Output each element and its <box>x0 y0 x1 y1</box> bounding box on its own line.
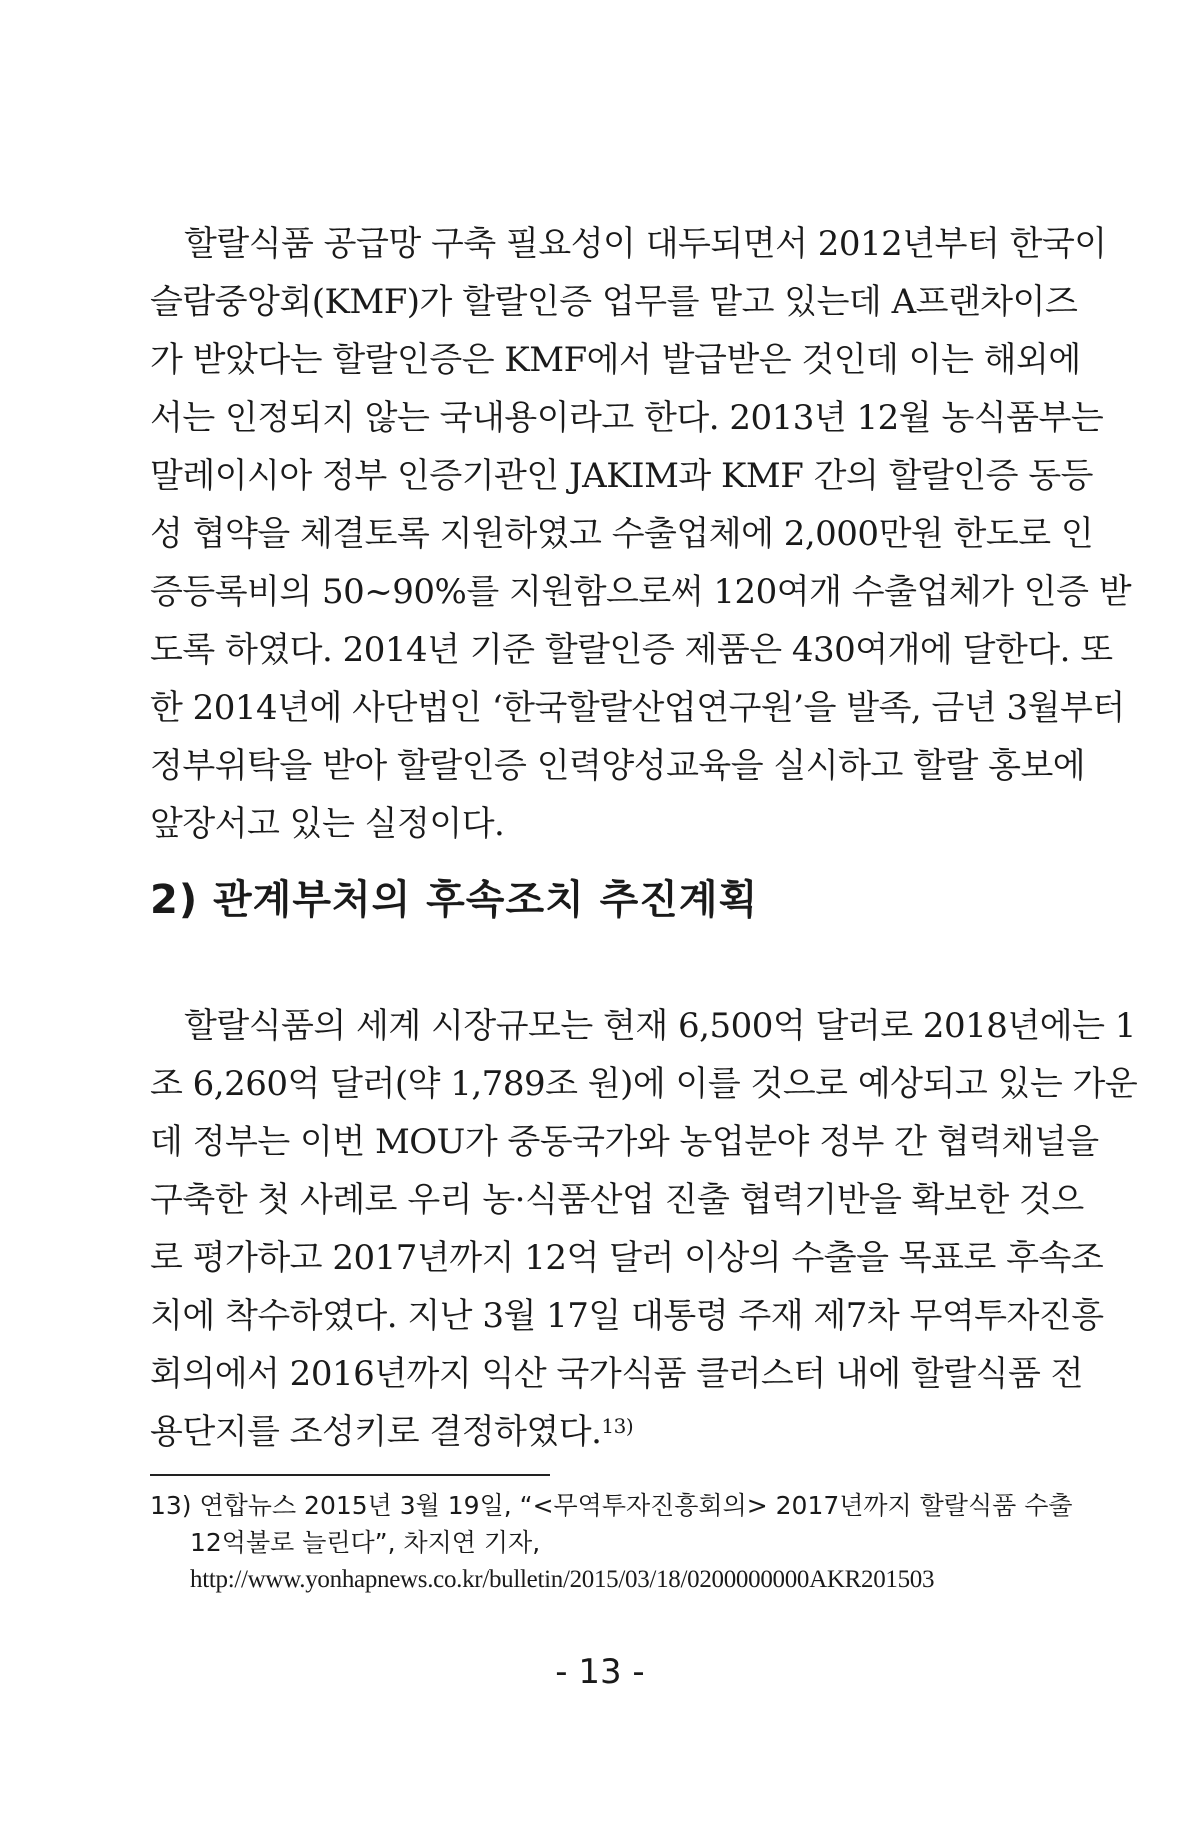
text-line: 정부위탁을 받아 할랄인증 인력양성교육을 실시하고 할랄 홍보에 <box>150 746 1086 786</box>
text-line: 할랄식품 공급망 구축 필요성이 대두되면서 2012년부터 한국이 <box>184 224 1107 264</box>
footnote-url[interactable]: http://www.yonhapnews.co.kr/bulletin/2015/03/18/0200000000AKR201503 <box>190 1566 935 1593</box>
text-line: 가 받았다는 할랄인증은 KMF에서 발급받은 것인데 이는 해외에 <box>150 340 1081 380</box>
footnote-line: 12억불로 늘린다”, 차지연 기자, <box>190 1528 541 1557</box>
text-line: 서는 인정되지 않는 국내용이라고 한다. 2013년 12월 농식품부는 <box>150 398 1104 438</box>
footnote-reference[interactable]: 13) <box>601 1414 634 1438</box>
text-line: 로 평가하고 2017년까지 12억 달러 이상의 수출을 목표로 후속조 <box>150 1238 1104 1278</box>
text-line: 회의에서 2016년까지 익산 국가식품 클러스터 내에 할랄식품 전 <box>150 1354 1083 1394</box>
text-line: 앞장서고 있는 실정이다. <box>150 804 505 844</box>
text-line: 도록 하였다. 2014년 기준 할랄인증 제품은 430여개에 달한다. 또 <box>150 630 1113 670</box>
section-heading: 2) 관계부처의 후속조치 추진계획 <box>150 877 759 923</box>
page-number: - 13 - <box>555 1652 645 1692</box>
text-line: 치에 착수하였다. 지난 3월 17일 대통령 주재 제7차 무역투자진흥 <box>150 1296 1104 1336</box>
body-paragraph-halal-certification <box>150 215 1132 853</box>
text-line: 말레이시아 정부 인증기관인 JAKIM과 KMF 간의 할랄인증 동등 <box>150 456 1094 496</box>
body-paragraph-follow-up-plan <box>150 997 1138 1461</box>
text-line: 데 정부는 이번 MOU가 중동국가와 농업분야 정부 간 협력채널을 <box>150 1122 1099 1162</box>
text-line-content: 용단지를 조성키로 결정하였다. <box>150 1412 602 1452</box>
text-line: 조 6,260억 달러(약 1,789조 원)에 이를 것으로 예상되고 있는 가운 <box>150 1064 1138 1104</box>
footnote <box>150 1487 1073 1598</box>
text-line-with-footnote-ref <box>150 1403 1055 1461</box>
footnote-line: 13) 연합뉴스 2015년 3월 19일, “<무역투자진흥회의> 2017년까지 할랄식품 수출 <box>150 1491 1073 1520</box>
text-line: 성 협약을 체결토록 지원하였고 수출업체에 2,000만원 한도로 인 <box>150 514 1094 554</box>
text-line: 증등록비의 50~90%를 지원함으로써 120여개 수출업체가 인증 받 <box>150 572 1132 612</box>
footnote-divider <box>150 1474 550 1476</box>
text-line: 슬람중앙회(KMF)가 할랄인증 업무를 맡고 있는데 A프랜차이즈 <box>150 282 1078 322</box>
text-line: 할랄식품의 세계 시장규모는 현재 6,500억 달러로 2018년에는 1 <box>184 1006 1136 1046</box>
text-line: 구축한 첫 사례로 우리 농·식품산업 진출 협력기반을 확보한 것으 <box>150 1180 1084 1220</box>
text-line: 한 2014년에 사단법인 ‘한국할랄산업연구원’을 발족, 금년 3월부터 <box>150 688 1125 728</box>
